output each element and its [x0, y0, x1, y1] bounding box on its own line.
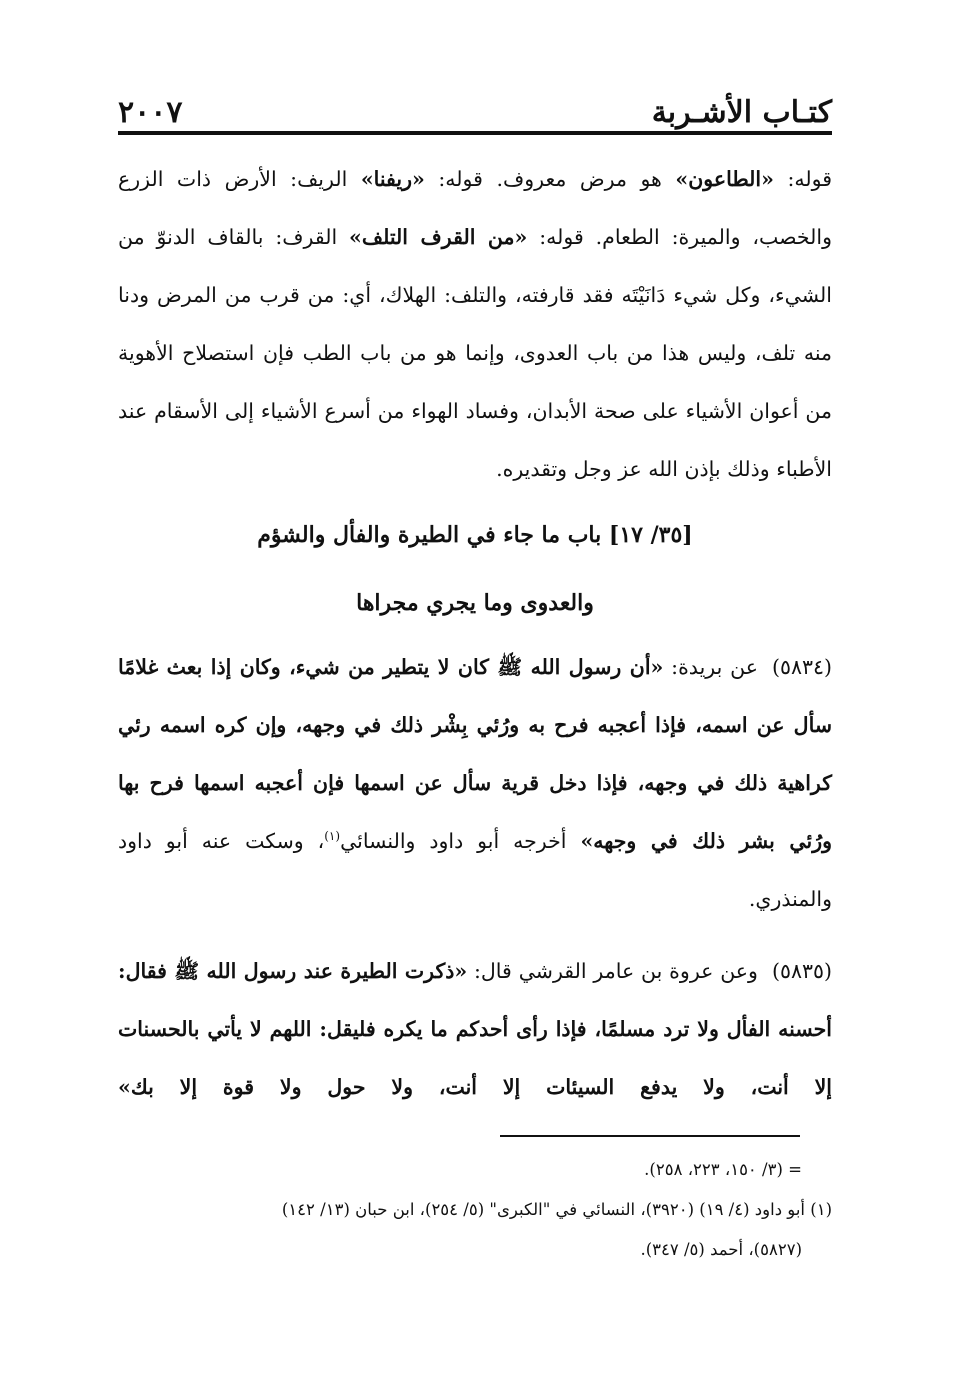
footnote-rule: [500, 1135, 800, 1137]
chapter-heading: [٣٥/ ١٧] باب ما جاء في الطيرة والفأل والشؤم: [257, 522, 693, 548]
page-number: ٢٠٠٧: [118, 95, 183, 130]
hadith-number: (٥٨٣٤): [771, 655, 832, 679]
hadith-narrator: وعن عروة بن عامر القرشي قال:: [467, 959, 758, 983]
spacer: [118, 928, 832, 942]
running-title: كتـاب الأشـربة: [651, 95, 832, 130]
gloss-term: «من القرف التلف»: [349, 225, 528, 249]
hadith-number: (٥٨٣٥): [771, 959, 832, 983]
hadith-text: «ذكرت الطيرة عند رسول الله ﷺ فقال: أحسنه الفأل ولا ترد مسلمًا، فإذا رأى أحدكم ما يكره فليقل: اللهم لا يأتي بالحسنات إلا أنت، ولا يدفع السيئات إلا أنت، ولا حول ولا قوة إلا بك»: [118, 959, 832, 1099]
footnote-1-continued: (٥٨٢٧)، أحمد (٥/ ٣٤٧).: [640, 1240, 802, 1259]
footnote-ref: (١): [324, 829, 341, 844]
header-rule: [118, 131, 832, 135]
footnote-continuation: = (٣/ ١٥٠، ٢٢٣، ٢٥٨).: [644, 1160, 802, 1179]
hadith-5834: (٥٨٣٤)عن بريدة: «أن رسول الله ﷺ كان لا يتطير من شيء، وكان إذا بعث غلامًا سأل عن اسمه، فإذا أعجبه فرح به ورُئي بِشْر ذلك في وجهه، وإن كره اسمه رئي كراهية ذلك في وجهه، فإذا دخل قرية سأل عن اسمها فإن أعجبه اسمها فرح بها ورُئي بشر ذلك في وجهه» أخرجه أبو داود والنسائي$^{(١)}$، وسكت عنه أبو داود والمنذري.: [118, 655, 833, 911]
gloss-paragraph: قوله: «الطاعون» هو مرض معروف. قوله: «ريفنا» الريف: الأرض ذات الزرع والخصب، والميرة: الطعام. قوله: «من القرف التلف» القرف: بالقاف الدنوّ من الشيء، وكل شيء دَانَيْتَه فقد قارفته، والتلف: الهلاك، أي: من قرب من المرض ودنا منه تلف، وليس هذا من باب العدوى، وإنما هو من باب الطب فإن استصلاح الأهوية من أعوان الأشياء على صحة الأبدان، وفساد الهواء من أسرع الأشياء إلى الأسقام عند الأطباء وذلك بإذن الله عز وجل وتقديره.: [118, 167, 832, 481]
gloss-term: «ريفنا»: [360, 167, 425, 191]
hadith-text: «أن رسول الله ﷺ كان لا يتطير من شيء، وكان إذا بعث غلامًا سأل عن اسمه، فإذا أعجبه فرح به ورُئي بِشْر ذلك في وجهه، وإن كره اسمه رئي كراهية ذلك في وجهه، فإذا دخل قرية سأل عن اسمها فإن أعجبه اسمها فرح بها ورُئي بشر ذلك في وجهه»: [118, 655, 833, 853]
hadith-narrator: عن بريدة:: [663, 655, 758, 679]
footnotes: [118, 1150, 832, 1270]
footnote-1: (١) أبو داود (٤/ ١٩) (٣٩٢٠)، النسائي في "الكبرى" (٥/ ٢٥٤)، ابن حبان (١٣/ ١٤٢): [281, 1200, 832, 1219]
page-header: [118, 88, 832, 130]
page-body: [118, 150, 832, 1116]
gloss-term: «الطاعون»: [675, 167, 774, 191]
chapter-heading-continued: والعدوى وما يجري مجراها: [356, 590, 594, 616]
hadith-5835: [118, 942, 832, 1116]
